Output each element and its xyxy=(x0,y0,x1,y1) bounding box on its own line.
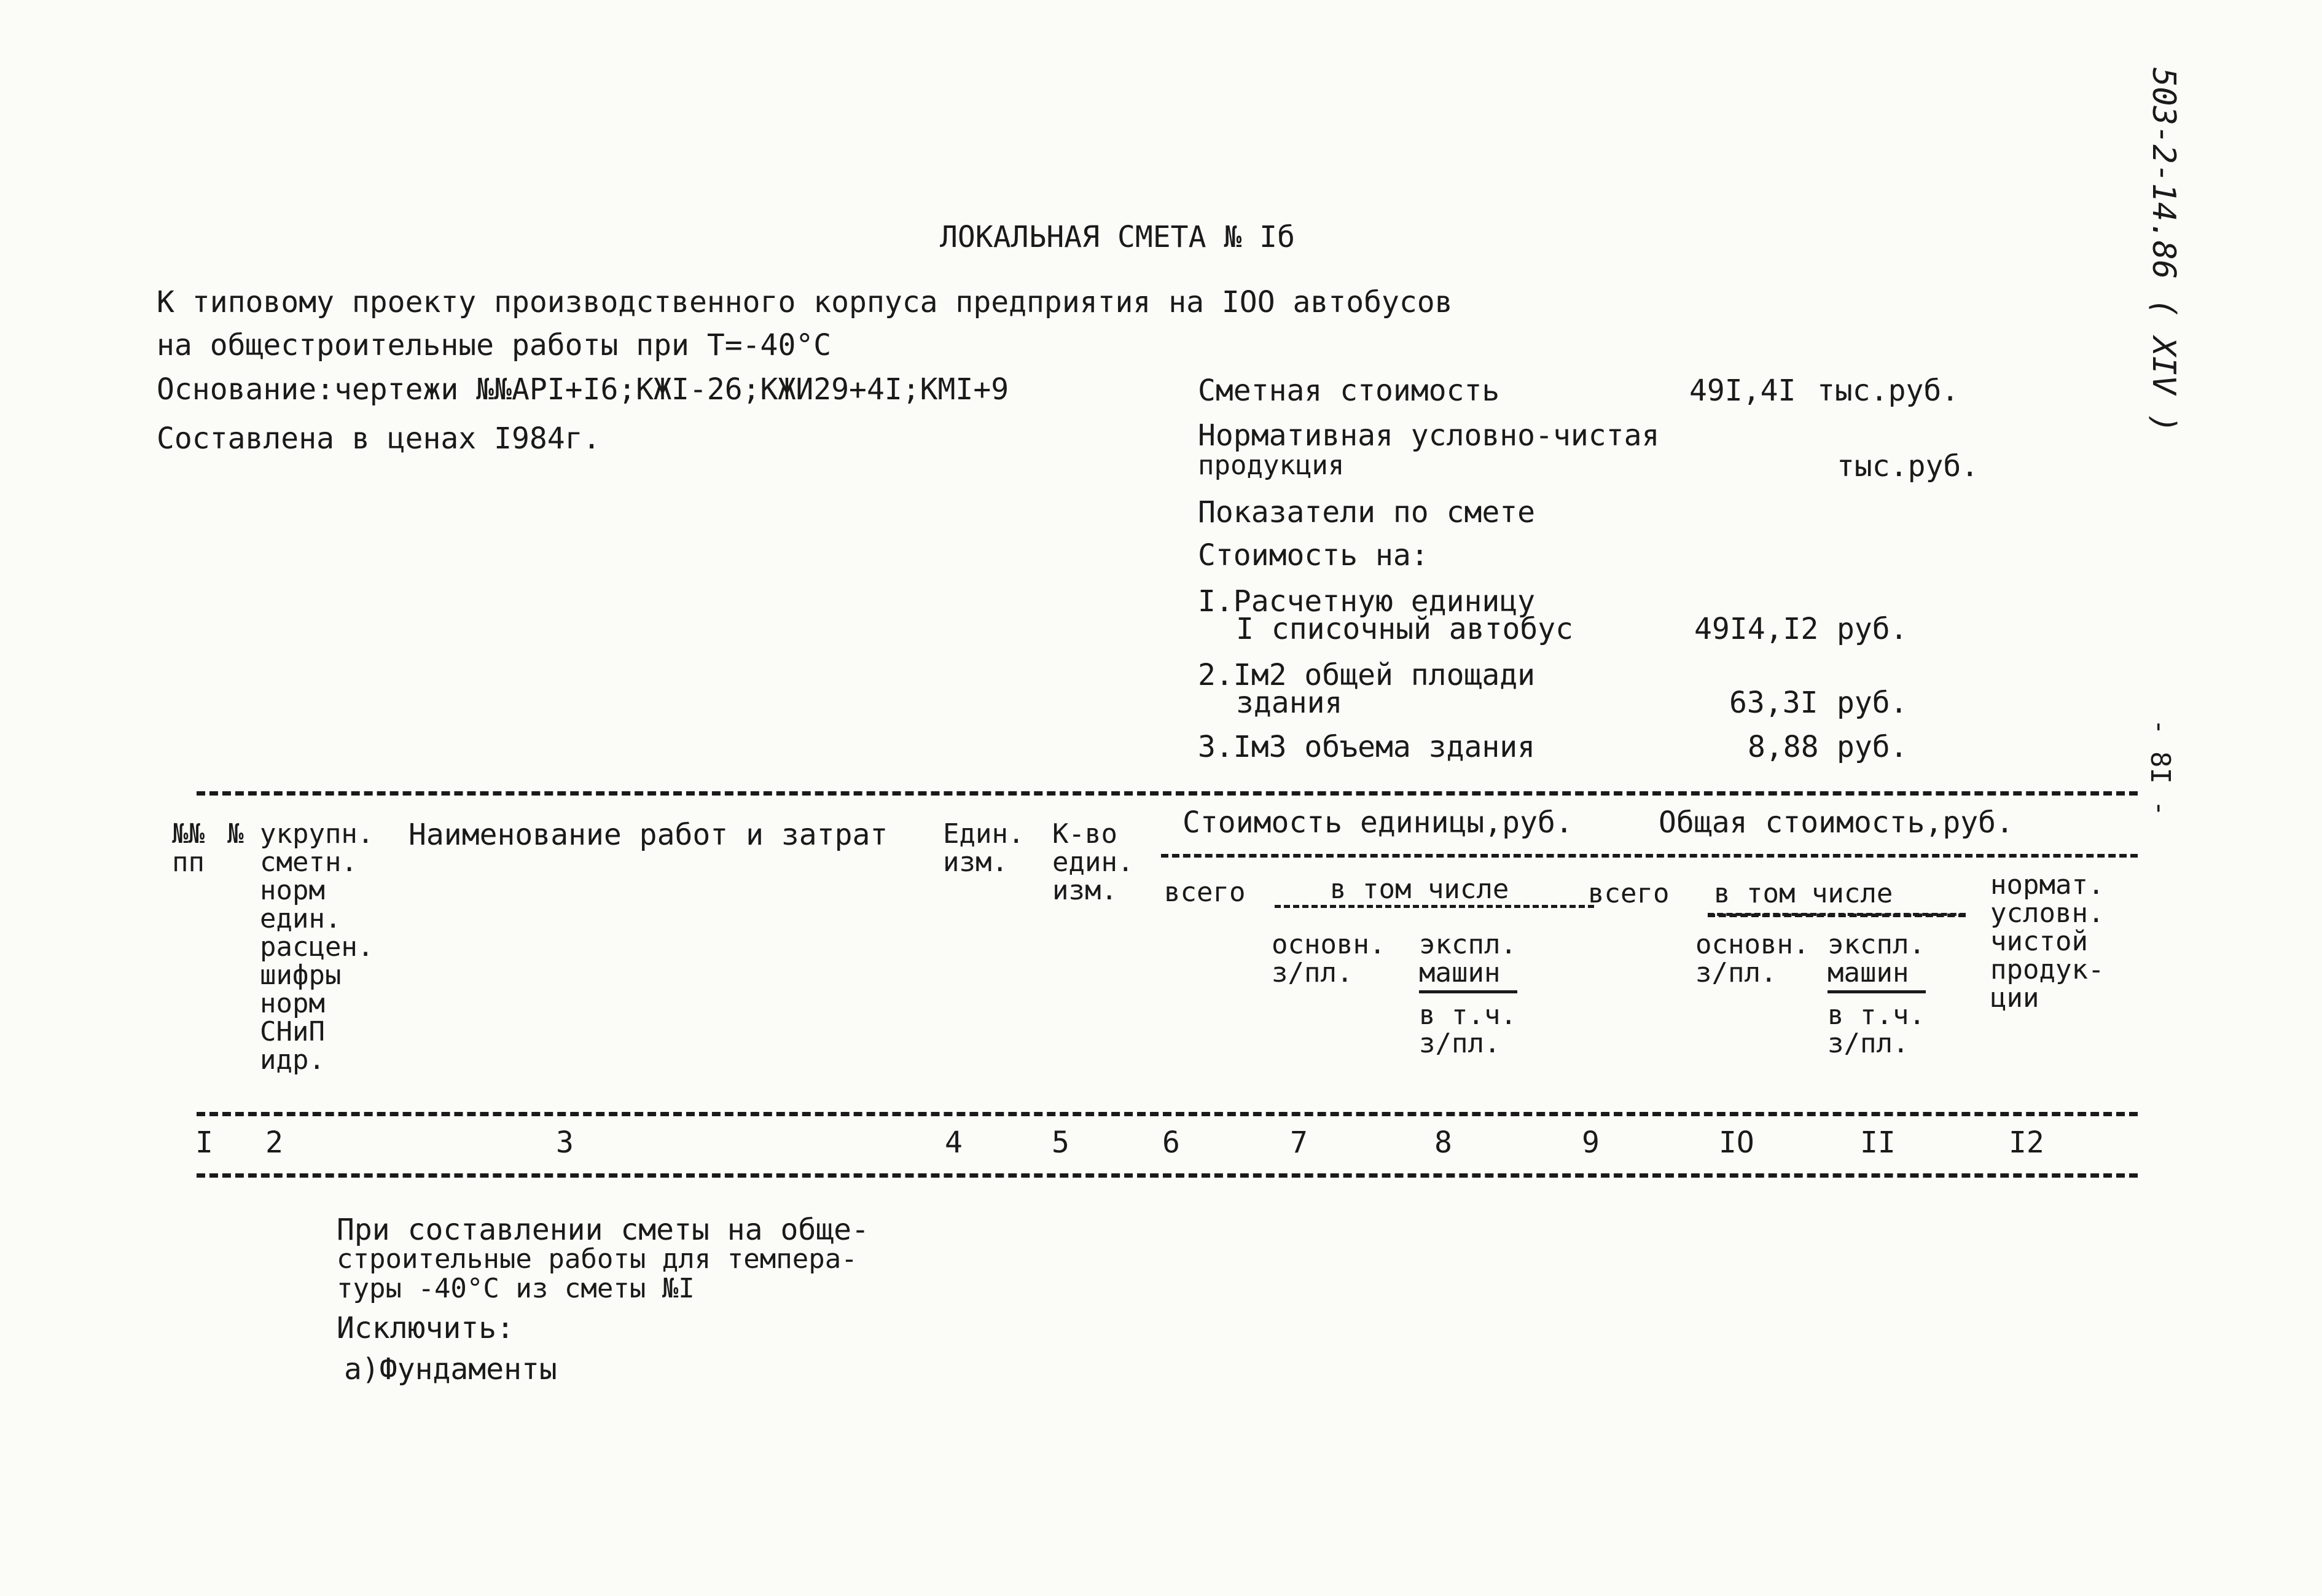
indicator-3-label: 3.Iм3 объема здания xyxy=(1198,730,1536,764)
prices-line: Составлена в ценах I984г. xyxy=(157,421,601,456)
indicators-label: Показатели по смете xyxy=(1198,495,1536,530)
col-num-10: IO xyxy=(1719,1125,1754,1160)
total-cost-header: Общая стоимость,руб. xyxy=(1659,805,2014,840)
unit-incl-underline xyxy=(1275,905,1594,908)
unit-cost-header: Стоимость единицы,руб. xyxy=(1182,805,1573,840)
col-row-number: №№ пп xyxy=(172,818,205,878)
project-code-stamp: 503-2-14.86 ( XIV ) xyxy=(2145,68,2182,433)
note-line-1: При составлении сметы на обще- xyxy=(337,1213,869,1247)
basis-line: Основание:чертежи №№АРI+I6;КЖI-26;КЖИ29+4I;КМI+9 xyxy=(157,372,1009,407)
indicator-1-unit: руб. xyxy=(1837,612,1908,646)
col-work-name: Наименование работ и затрат xyxy=(408,818,888,852)
col-norm-code: № укрупн. сметн. норм един. расцен. шифры норм СНиП идр. xyxy=(227,818,374,1076)
project-line: К типовому проекту производственного корпуса предприятия на IOO автобусов xyxy=(157,285,1453,319)
grand-machine-ops: экспл. машин xyxy=(1828,929,1925,988)
net-product-label-2: продукция xyxy=(1198,450,1345,481)
col-num-3: 3 xyxy=(556,1125,574,1160)
grand-machine-underline xyxy=(1828,990,1926,993)
indicator-2-label: 2.Iм2 общей площади xyxy=(1198,658,1536,692)
cost-unit: тыс.руб. xyxy=(1817,374,1960,408)
net-product-label: Нормативная условно-чистая xyxy=(1198,418,1660,453)
unit-total-label: всего xyxy=(1164,877,1246,908)
indicator-3-value: 8,88 xyxy=(1748,730,1819,764)
col-num-9: 9 xyxy=(1582,1125,1600,1160)
col-num-5: 5 xyxy=(1052,1125,1069,1160)
grand-incl-wage: в т.ч. з/пл. xyxy=(1828,999,1925,1059)
note-line-3: туры -40°С из сметы №I xyxy=(337,1273,695,1304)
exclude-label: Исключить: xyxy=(337,1311,514,1345)
cost-group-rule xyxy=(1161,854,2138,858)
col-num-6: 6 xyxy=(1162,1125,1180,1160)
col-num-12: I2 xyxy=(2009,1125,2044,1160)
indicator-2-label-2: здания xyxy=(1236,686,1343,720)
document-title: ЛОКАЛЬНАЯ СМЕТА № Iб xyxy=(940,220,1295,254)
col-num-8: 8 xyxy=(1434,1125,1452,1160)
unit-incl-label: в том числе xyxy=(1330,874,1509,905)
col-num-11: II xyxy=(1860,1125,1896,1160)
page-number: - 8I - xyxy=(2144,719,2176,816)
grand-incl-label: в том числе xyxy=(1714,878,1893,909)
col-norm-net: нормат. условн. чистой продук- ции xyxy=(1990,869,2105,1014)
indicator-1-value: 49I4,I2 xyxy=(1694,612,1819,646)
note-line-2: строительные работы для темпера- xyxy=(337,1243,858,1275)
indicator-1-label-2: I списочный автобус xyxy=(1236,612,1574,646)
header-bottom-rule xyxy=(197,1112,2138,1116)
col-num-2: 2 xyxy=(265,1125,283,1160)
grand-basic-wage: основн. з/пл. xyxy=(1695,929,1810,988)
cost-label: Сметная стоимость xyxy=(1198,374,1500,408)
cost-value: 49I,4I xyxy=(1689,374,1796,408)
net-product-unit: тыс.руб. xyxy=(1837,449,1979,483)
unit-machine-underline xyxy=(1419,990,1517,993)
col-unit: Един. изм. xyxy=(943,818,1025,878)
col-num-7: 7 xyxy=(1290,1125,1308,1160)
col-quantity: К-во един. изм. xyxy=(1052,818,1134,906)
cost-on-label: Стоимость на: xyxy=(1198,538,1429,573)
numbers-bottom-rule xyxy=(197,1173,2138,1178)
table-top-rule xyxy=(197,791,2138,796)
grand-total-label: всего xyxy=(1588,878,1670,909)
unit-incl-wage: в т.ч. з/пл. xyxy=(1419,999,1517,1059)
unit-basic-wage: основн. з/пл. xyxy=(1272,929,1386,988)
item-a: а)Фундаменты xyxy=(344,1352,557,1387)
conditions-line: на общестроительные работы при Т=-40°С xyxy=(157,328,832,362)
indicator-2-value: 63,3I xyxy=(1729,686,1818,720)
indicator-3-unit: руб. xyxy=(1837,730,1908,764)
indicator-1-label: I.Расчетную единицу xyxy=(1198,584,1536,619)
grand-incl-underline xyxy=(1708,913,1966,916)
indicator-2-unit: руб. xyxy=(1837,686,1908,720)
col-num-4: 4 xyxy=(945,1125,963,1160)
col-num-1: I xyxy=(195,1125,213,1160)
unit-machine-ops: экспл. машин xyxy=(1419,929,1517,988)
